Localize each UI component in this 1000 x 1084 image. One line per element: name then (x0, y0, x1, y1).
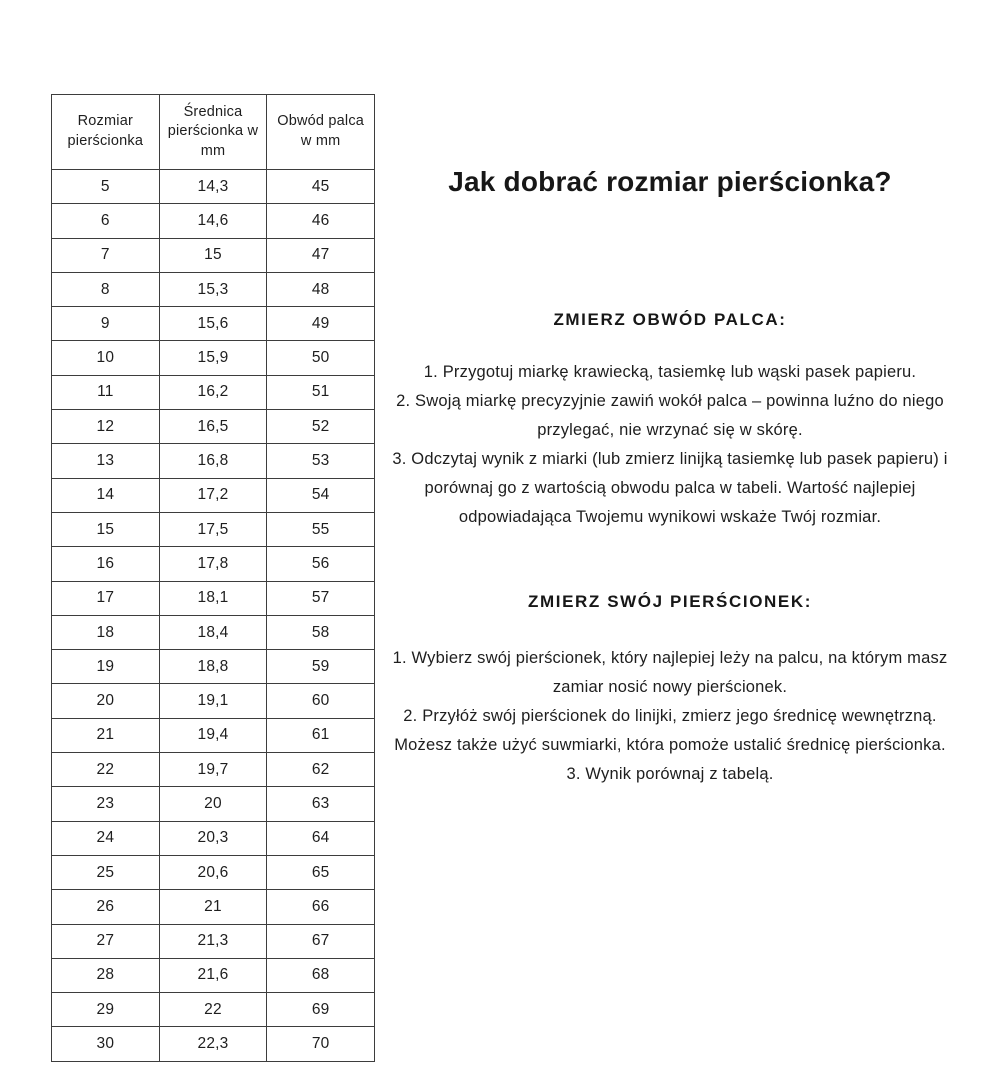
table-cell: 54 (267, 478, 375, 512)
table-cell: 21,3 (159, 924, 267, 958)
table-cell: 22 (52, 753, 160, 787)
table-cell: 14,6 (159, 204, 267, 238)
table-row (52, 307, 375, 341)
table-cell: 70 (267, 1027, 375, 1061)
table-cell: 18 (52, 615, 160, 649)
steps-measure-finger (385, 358, 955, 532)
table-cell: 12 (52, 410, 160, 444)
table-cell: 25 (52, 855, 160, 889)
table-row (52, 547, 375, 581)
table-cell: 6 (52, 204, 160, 238)
table-cell: 14 (52, 478, 160, 512)
table-row (52, 478, 375, 512)
table-cell: 16,5 (159, 410, 267, 444)
table-cell: 7 (52, 238, 160, 272)
table-cell: 17,2 (159, 478, 267, 512)
step-text: 2. Przyłóż swój pierścionek do linijki, zmierz jego średnicę wewnętrzną. Możesz także użyć suwmiarki, która pomoże ustalić średnicę pierścionka. (394, 707, 946, 754)
page-title: Jak dobrać rozmiar pierścionka? (448, 166, 892, 197)
table-cell: 10 (52, 341, 160, 375)
table-row (52, 375, 375, 409)
table-cell: 15,9 (159, 341, 267, 375)
ring-size-table-container (51, 94, 375, 1062)
table-cell: 29 (52, 993, 160, 1027)
table-row (52, 581, 375, 615)
table-cell: 21 (159, 890, 267, 924)
table-cell: 27 (52, 924, 160, 958)
table-cell: 24 (52, 821, 160, 855)
table-cell: 68 (267, 958, 375, 992)
table-cell: 61 (267, 718, 375, 752)
table-cell: 30 (52, 1027, 160, 1061)
table-cell: 15 (159, 238, 267, 272)
table-row (52, 512, 375, 546)
table-row (52, 821, 375, 855)
header-ring-diameter: Średnica pierścionka w mm (159, 95, 267, 170)
table-row (52, 170, 375, 204)
table-cell: 22 (159, 993, 267, 1027)
table-cell: 21,6 (159, 958, 267, 992)
header-finger-circumference: Obwód palca w mm (267, 95, 375, 170)
header-row (52, 95, 375, 170)
table-row (52, 341, 375, 375)
step-text: 1. Przygotuj miarkę krawiecką, tasiemkę lub wąski pasek papieru. (423, 363, 917, 381)
section-heading-measure-finger: ZMIERZ OBWÓD PALCA: (553, 310, 787, 329)
table-cell: 49 (267, 307, 375, 341)
table-cell: 16,2 (159, 375, 267, 409)
table-cell: 18,8 (159, 650, 267, 684)
table-row (52, 890, 375, 924)
table-cell: 65 (267, 855, 375, 889)
table-cell: 18,1 (159, 581, 267, 615)
table-cell: 19,4 (159, 718, 267, 752)
table-row (52, 753, 375, 787)
table-cell: 57 (267, 581, 375, 615)
table-cell: 26 (52, 890, 160, 924)
table-cell: 23 (52, 787, 160, 821)
table-row (52, 787, 375, 821)
table-cell: 20 (52, 684, 160, 718)
table-cell: 60 (267, 684, 375, 718)
ring-size-table-head (52, 95, 375, 170)
table-row (52, 204, 375, 238)
step-text: 3. Odczytaj wynik z miarki (lub zmierz linijką tasiemkę lub pasek papieru) i porównaj go z wartością obwodu palca w tabeli. Wartość najlepiej odpowiadająca Twojemu wynikowi wskaże Twój rozmiar. (392, 450, 948, 526)
table-cell: 17,8 (159, 547, 267, 581)
table-cell: 21 (52, 718, 160, 752)
table-cell: 56 (267, 547, 375, 581)
step-text: 1. Wybierz swój pierścionek, który najlepiej leży na palcu, na którym masz zamiar nosić nowy pierścionek. (392, 649, 948, 696)
header-ring-size: Rozmiar pierścionka (52, 95, 160, 170)
table-row (52, 238, 375, 272)
table-cell: 16 (52, 547, 160, 581)
table-cell: 52 (267, 410, 375, 444)
table-cell: 5 (52, 170, 160, 204)
table-cell: 53 (267, 444, 375, 478)
table-cell: 11 (52, 375, 160, 409)
table-cell: 51 (267, 375, 375, 409)
table-row (52, 958, 375, 992)
step-text: 2. Swoją miarkę precyzyjnie zawiń wokół palca – powinna luźno do niego przylegać, nie wrzynać się w skórę. (396, 392, 944, 439)
section-heading-measure-ring: ZMIERZ SWÓJ PIERŚCIONEK: (528, 592, 812, 611)
table-cell: 19 (52, 650, 160, 684)
table-cell: 8 (52, 272, 160, 306)
table-row (52, 1027, 375, 1061)
table-cell: 19,7 (159, 753, 267, 787)
table-cell: 28 (52, 958, 160, 992)
table-row (52, 650, 375, 684)
table-cell: 20,6 (159, 855, 267, 889)
table-cell: 62 (267, 753, 375, 787)
table-cell: 18,4 (159, 615, 267, 649)
table-cell: 17,5 (159, 512, 267, 546)
table-cell: 46 (267, 204, 375, 238)
table-row (52, 924, 375, 958)
table-cell: 17 (52, 581, 160, 615)
table-cell: 69 (267, 993, 375, 1027)
table-cell: 45 (267, 170, 375, 204)
table-cell: 20 (159, 787, 267, 821)
table-cell: 50 (267, 341, 375, 375)
table-cell: 19,1 (159, 684, 267, 718)
table-cell: 47 (267, 238, 375, 272)
table-row (52, 272, 375, 306)
table-cell: 59 (267, 650, 375, 684)
size-table-body (52, 170, 375, 1062)
table-cell: 13 (52, 444, 160, 478)
step-text: 3. Wynik porównaj z tabelą. (566, 765, 774, 783)
table-cell: 58 (267, 615, 375, 649)
table-cell: 63 (267, 787, 375, 821)
table-cell: 67 (267, 924, 375, 958)
table-cell: 66 (267, 890, 375, 924)
table-cell: 9 (52, 307, 160, 341)
table-cell: 15,3 (159, 272, 267, 306)
table-cell: 64 (267, 821, 375, 855)
table-cell: 16,8 (159, 444, 267, 478)
table-row (52, 410, 375, 444)
table-cell: 14,3 (159, 170, 267, 204)
steps-measure-ring (385, 644, 955, 789)
ring-size-table (51, 94, 375, 1062)
table-cell: 22,3 (159, 1027, 267, 1061)
table-row (52, 615, 375, 649)
instructions-column (385, 0, 955, 789)
table-row (52, 718, 375, 752)
table-row (52, 855, 375, 889)
table-cell: 20,3 (159, 821, 267, 855)
table-cell: 48 (267, 272, 375, 306)
table-cell: 55 (267, 512, 375, 546)
table-cell: 15 (52, 512, 160, 546)
table-row (52, 444, 375, 478)
table-row (52, 993, 375, 1027)
table-row (52, 684, 375, 718)
table-cell: 15,6 (159, 307, 267, 341)
